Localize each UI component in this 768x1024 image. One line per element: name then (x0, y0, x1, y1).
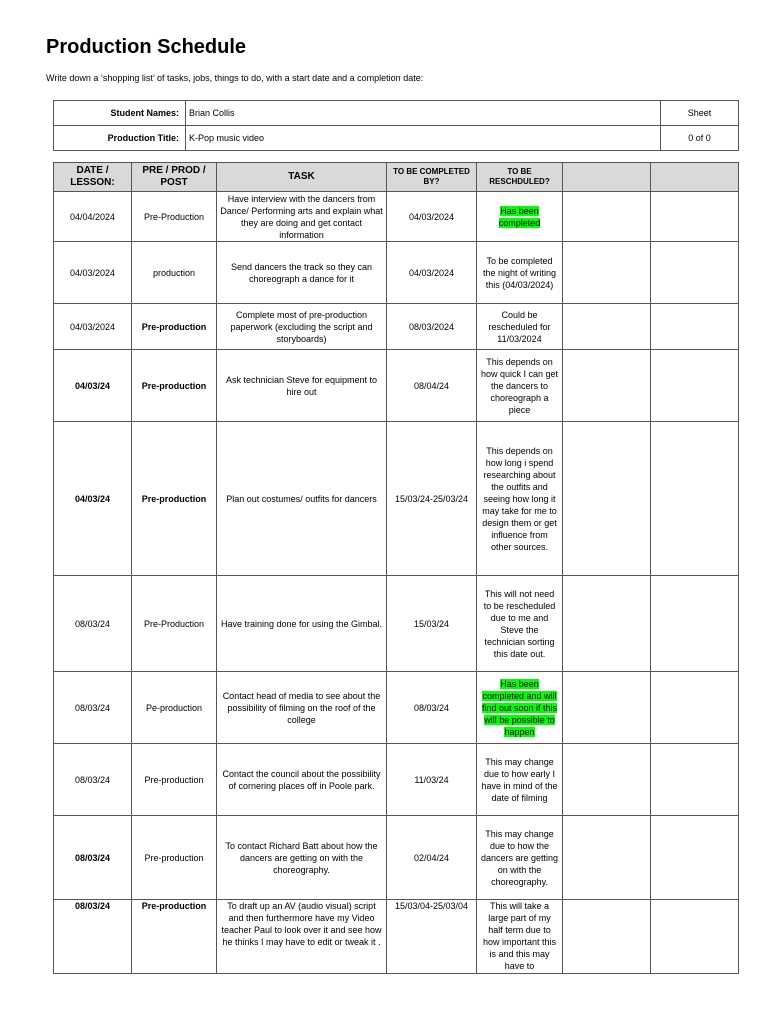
row-empty-cell (651, 422, 739, 576)
row-phase: Pre-production (132, 900, 217, 974)
row-task: Ask technician Steve for equipment to hire out (217, 350, 387, 422)
row-empty-cell (651, 242, 739, 304)
instructions-text: Write down a ‘shopping list’ of tasks, jobs, things to do, with a start date and a completion date: (46, 73, 424, 83)
sheet-number: 0 of 0 (661, 126, 739, 151)
highlighted-note: Has been completed and will find out soon if this will be possible to happen (481, 678, 558, 737)
production-title-row (54, 126, 739, 151)
row-phase: Pre-production (132, 744, 217, 816)
col-header-blank-1 (563, 163, 651, 192)
row-date: 08/03/24 (54, 576, 132, 672)
row-date: 08/03/24 (54, 672, 132, 744)
row-phase: Pre-production (132, 422, 217, 576)
row-empty-cell (563, 242, 651, 304)
row-date: 04/03/24 (54, 422, 132, 576)
table-row (54, 900, 739, 974)
table-row (54, 304, 739, 350)
row-task: Plan out costumes/ outfits for dancers (217, 422, 387, 576)
table-row (54, 816, 739, 900)
row-phase: Pre-production (132, 816, 217, 900)
table-row (54, 672, 739, 744)
row-due: 15/03/24-25/03/24 (387, 422, 477, 576)
row-empty-cell (651, 816, 739, 900)
col-header-blank-2 (651, 163, 739, 192)
row-empty-cell (651, 672, 739, 744)
row-date: 04/03/2024 (54, 242, 132, 304)
row-empty-cell (651, 350, 739, 422)
row-empty-cell (651, 744, 739, 816)
row-date: 08/03/24 (54, 816, 132, 900)
row-resched (477, 672, 563, 744)
row-empty-cell (563, 900, 651, 974)
production-title-label: Production Title: (54, 126, 186, 151)
table-row (54, 744, 739, 816)
row-phase: Pre-production (132, 350, 217, 422)
row-date: 04/03/24 (54, 350, 132, 422)
row-empty-cell (563, 304, 651, 350)
row-task: To draft up an AV (audio visual) script and then furthermore have my Video teacher Paul to look over it and see how he thinks I may have to edit or tweak it . (217, 900, 387, 974)
row-empty-cell (651, 900, 739, 974)
row-resched: To be completed the night of writing this (04/03/2024) (477, 242, 563, 304)
page-title: Production Schedule (46, 36, 247, 58)
row-task: Have interview with the dancers from Dance/ Performing arts and explain what they are doing and get contact information (217, 192, 387, 242)
row-task: Send dancers the track so they can choreograph a dance for it (217, 242, 387, 304)
row-empty-cell (563, 744, 651, 816)
row-empty-cell (563, 816, 651, 900)
row-date: 08/03/24 (54, 744, 132, 816)
row-empty-cell (563, 672, 651, 744)
row-empty-cell (651, 192, 739, 242)
row-resched: This may change due to how the dancers are getting on with the choreography. (477, 816, 563, 900)
student-names-value: Brian Collis (186, 101, 661, 126)
row-empty-cell (563, 350, 651, 422)
student-names-label: Student Names: (54, 101, 186, 126)
row-empty-cell (563, 422, 651, 576)
row-task: Complete most of pre-production paperwork (excluding the script and storyboards) (217, 304, 387, 350)
table-row (54, 350, 739, 422)
row-due: 08/03/2024 (387, 304, 477, 350)
row-resched: This will take a large part of my half term due to how important this is and this may have to (477, 900, 563, 974)
col-header-rescheduled: TO BE RESCHDULED? (477, 163, 563, 192)
row-empty-cell (563, 192, 651, 242)
row-task: Have training done for using the Gimbal. (217, 576, 387, 672)
row-resched: This will not need to be rescheduled due to me and Steve the technician sorting this date out. (477, 576, 563, 672)
row-resched: This depends on how quick I can get the dancers to choreograph a piece (477, 350, 563, 422)
row-phase: Pre-Production (132, 192, 217, 242)
row-empty-cell (651, 576, 739, 672)
table-row (54, 422, 739, 576)
row-due: 11/03/24 (387, 744, 477, 816)
table-row (54, 242, 739, 304)
row-due: 04/03/2024 (387, 242, 477, 304)
row-resched: Could be rescheduled for 11/03/2024 (477, 304, 563, 350)
row-phase: Pe-production (132, 672, 217, 744)
col-header-task: TASK (217, 163, 387, 192)
row-date: 08/03/24 (54, 900, 132, 974)
highlighted-note: Has been completed (498, 205, 541, 228)
row-due: 08/03/24 (387, 672, 477, 744)
table-row (54, 192, 739, 242)
row-resched: This may change due to how early I have in mind of the date of filming (477, 744, 563, 816)
row-task: Contact head of media to see about the possibility of filming on the roof of the college (217, 672, 387, 744)
row-due: 15/03/24 (387, 576, 477, 672)
row-due: 08/04/24 (387, 350, 477, 422)
row-task: Contact the council about the possibility of cornering places off in Poole park. (217, 744, 387, 816)
info-table (53, 100, 739, 151)
row-phase: production (132, 242, 217, 304)
production-title-value: K-Pop music video (186, 126, 661, 151)
row-phase: Pre-Production (132, 576, 217, 672)
sheet-label: Sheet (661, 101, 739, 126)
row-due: 04/03/2024 (387, 192, 477, 242)
row-resched: This depends on how long i spend researching about the outfits and seeing how long it may take for me to design them or get influence from other sources. (477, 422, 563, 576)
row-due: 15/03/04-25/03/04 (387, 900, 477, 974)
schedule-header-row (54, 163, 739, 192)
row-date: 04/04/2024 (54, 192, 132, 242)
row-task: To contact Richard Batt about how the dancers are getting on with the choreography. (217, 816, 387, 900)
col-header-date: DATE / LESSON: (54, 163, 132, 192)
table-row (54, 576, 739, 672)
student-names-row (54, 101, 739, 126)
row-empty-cell (651, 304, 739, 350)
row-empty-cell (563, 576, 651, 672)
row-resched (477, 192, 563, 242)
schedule-table (53, 162, 739, 974)
col-header-completed-by: TO BE COMPLETED BY? (387, 163, 477, 192)
row-phase: Pre-production (132, 304, 217, 350)
row-date: 04/03/2024 (54, 304, 132, 350)
row-due: 02/04/24 (387, 816, 477, 900)
col-header-phase: PRE / PROD / POST (132, 163, 217, 192)
